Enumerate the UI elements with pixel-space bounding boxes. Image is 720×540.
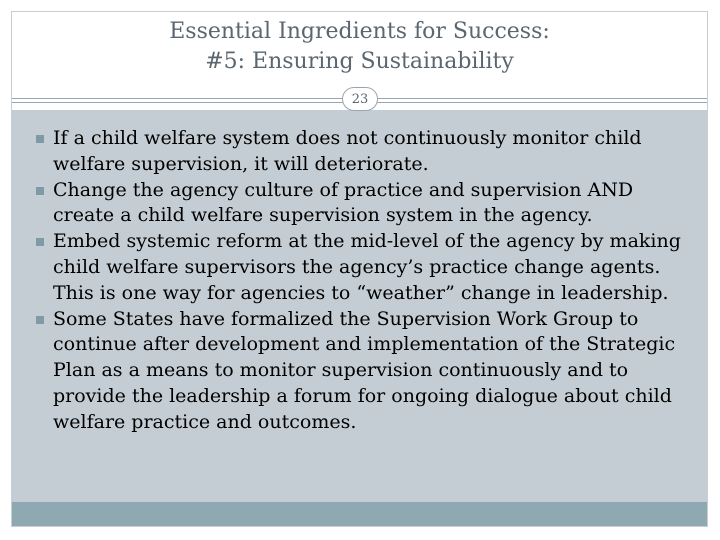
bullet-item [36, 229, 696, 306]
bullet-text: Some States have formalized the Supervision Work Group to continue after development and implementation of the Strategic Plan as a means to monitor supervision continuously and to provide the leadership a forum for ongoing dialogue about child welfare practice and outcomes. [53, 307, 676, 433]
bullet-item [36, 126, 696, 178]
footer-bar [12, 502, 707, 526]
title-line-2: #5: Ensuring Sustainability [205, 49, 514, 74]
square-bullet-icon [36, 238, 44, 246]
bullet-list [36, 126, 696, 436]
square-bullet-icon [36, 187, 44, 195]
bullet-item [36, 307, 696, 436]
bullet-text: Change the agency culture of practice and supervision AND create a child welfare supervision system in the agency. [53, 178, 634, 227]
square-bullet-icon [36, 135, 44, 143]
slide-content [12, 110, 707, 502]
bullet-text: If a child welfare system does not continuously monitor child welfare supervision, it will deteriorate. [53, 127, 642, 175]
page-number-badge: 23 [342, 87, 378, 111]
title-line-1: Essential Ingredients for Success: [169, 19, 550, 44]
bullet-item [36, 178, 696, 230]
square-bullet-icon [36, 316, 44, 324]
bullet-text: Embed systemic reform at the mid-level of the agency by making child welfare supervisors the agency’s practice change agents. This is one way for agencies to “weather” change in leadership. [53, 230, 681, 304]
